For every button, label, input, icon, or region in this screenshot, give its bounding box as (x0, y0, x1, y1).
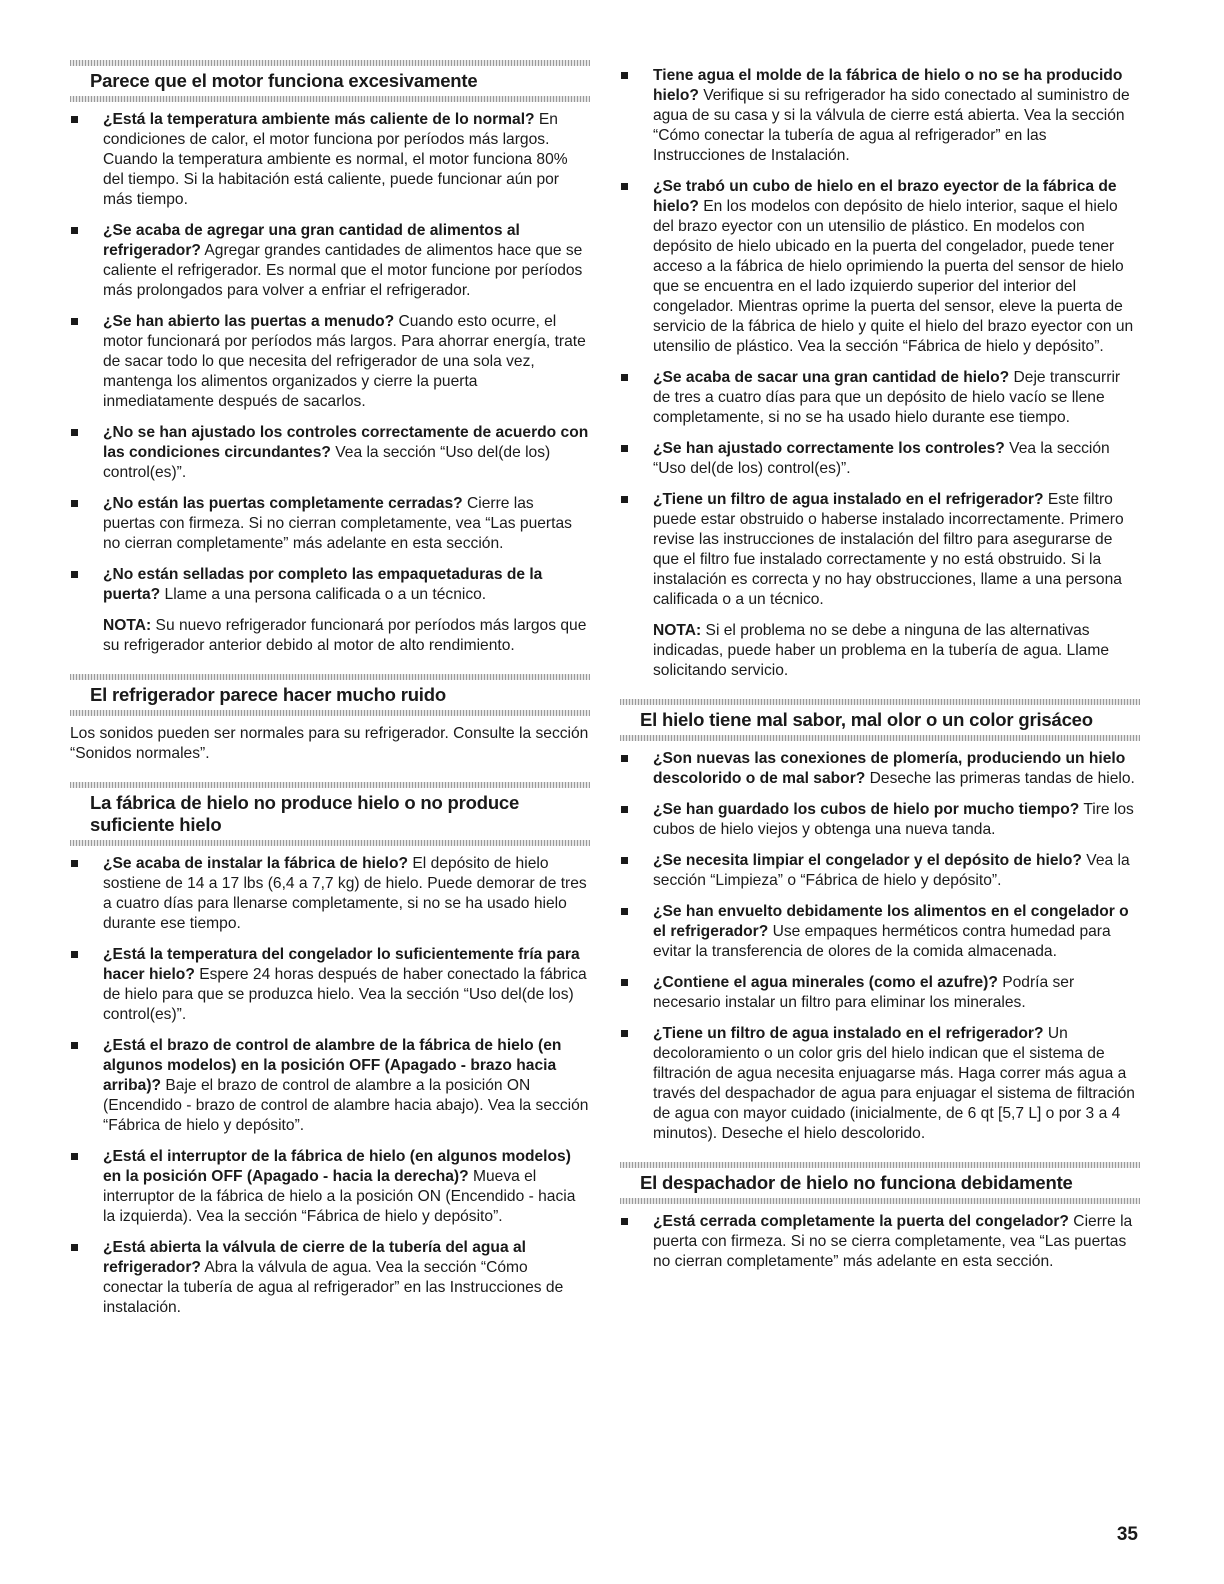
question-text: ¿Está la temperatura ambiente más caliente de lo normal? (103, 111, 535, 128)
answer-text: Tire los cubos de hielo viejos y obtenga una nueva tanda. (653, 801, 1134, 838)
list-item (70, 423, 590, 483)
bullet-list (70, 110, 590, 605)
answer-text: Cuando esto ocurre, el motor funcionará por períodos más largos. Para ahorrar energía, trate de sacar todo lo que necesita del refrigerador de una sola vez, mantenga los alimentos organizados y cierre la puerta inmediatamente después de sacarlos. (103, 313, 586, 410)
list-item (620, 1212, 1140, 1272)
paragraph: Los sonidos pueden ser normales para su refrigerador. Consulte la sección “Sonidos normales”. (70, 725, 589, 762)
list-item (620, 973, 1140, 1013)
question-text: ¿Se acaba de instalar la fábrica de hielo? (103, 855, 409, 872)
list-item (620, 749, 1140, 789)
question-text: ¿Está abierta la válvula de cierre de la tubería del agua al refrigerador? (103, 1239, 526, 1276)
left-column (70, 66, 590, 1329)
list-item (620, 800, 1140, 840)
question-text: ¿Se han ajustado correctamente los controles? (653, 440, 1005, 457)
question-text: ¿No están selladas por completo las empaquetaduras de la puerta? (103, 566, 543, 603)
list-item (70, 110, 590, 210)
answer-text: Agregar grandes cantidades de alimentos hace que se caliente el refrigerador. Es normal que el motor funcione por períodos más prolongados para volver a enfriar el refrigerador. (103, 242, 583, 299)
section-heading: Parece que el motor funciona excesivamente (70, 66, 590, 96)
list-item (620, 439, 1140, 479)
answer-text: Deje transcurrir de tres a cuatro días para que un depósito de hielo vacío se llene completamente, si no se ha usado hielo durante ese tiempo. (653, 369, 1121, 426)
answer-text: El depósito de hielo sostiene de 14 a 17 lbs (6,4 a 7,7 kg) de hielo. Puede demorar de tres a cuatro días para llenarse completamente, si no se ha usado hielo durante ese tiempo. (103, 855, 587, 932)
note-text: Si el problema no se debe a ninguna de las alternativas indicadas, puede haber un problema en la tubería de agua. Llame solicitando servicio. (653, 622, 1110, 679)
question-text: ¿Se han guardado los cubos de hielo por mucho tiempo? (653, 801, 1080, 818)
question-text: ¿Está el brazo de control de alambre de la fábrica de hielo (en algunos modelos) en la posición OFF (Apagado - brazo hacia arriba)? (103, 1037, 562, 1094)
answer-text: Llame a una persona calificada o a un técnico. (160, 586, 487, 603)
question-text: ¿Se han envuelto debidamente los alimentos en el congelador o el refrigerador? (653, 903, 1129, 940)
answer-text: Verifique si su refrigerador ha sido conectado al suministro de agua de su casa y si la válvula de cierre está abierta. Vea la sección “Cómo conectar la tubería de agua al refrigerador” en las Instrucciones de Instalación. (653, 87, 1130, 164)
question-text: ¿Está cerrada completamente la puerta del congelador? (653, 1213, 1069, 1230)
answer-text: En los modelos con depósito de hielo interior, saque el hielo del brazo eyector con un utensilio de plástico. En modelos con depósito de hielo ubicado en la puerta del congelador, puede tener acceso a la fábrica de hielo oprimiendo la puerta del sensor de hielo que se encuentra en el lado izquierdo superior del interior del congelador. Mientras oprime la puerta del sensor, eleve la puerta de servicio de la fábrica de hielo y quite el hielo del brazo eyector con un utensilio de plástico. Vea la sección “Fábrica de hielo y depósito”. (653, 198, 1134, 355)
list-item (620, 851, 1140, 891)
bullet-list (620, 1212, 1140, 1272)
answer-text: Vea la sección “Uso del(de los) control(es)”. (103, 444, 551, 481)
list-item (620, 1024, 1140, 1144)
section-heading: El despachador de hielo no funciona debidamente (620, 1168, 1140, 1198)
section-heading: El refrigerador parece hacer mucho ruido (70, 680, 590, 710)
list-item (620, 177, 1140, 357)
note (70, 616, 590, 656)
answer-text: Mueva el interruptor de la fábrica de hielo a la posición ON (Encendido - hacia la izquierda). Vea la sección “Fábrica de hielo y depósito”. (103, 1168, 576, 1225)
section-heading: La fábrica de hielo no produce hielo o no produce suficiente hielo (70, 788, 590, 840)
list-item (620, 490, 1140, 610)
list-item (70, 1036, 590, 1136)
question-text: ¿Se han abierto las puertas a menudo? (103, 313, 395, 330)
list-item (70, 494, 590, 554)
bullet-list (620, 749, 1140, 1144)
answer-text: Este filtro puede estar obstruido o haberse instalado incorrectamente. Primero revise las instrucciones de instalación del filtro para asegurarse de que el filtro fue instalado correctamente y no está obstruido. Si la instalación es correcta y no hay obstrucciones, llame a una persona calificada o a un técnico. (653, 491, 1124, 608)
answer-text: Podría ser necesario instalar un filtro para eliminar los minerales. (653, 974, 1075, 1011)
section-heading: El hielo tiene mal sabor, mal olor o un color grisáceo (620, 705, 1140, 735)
right-column (620, 66, 1140, 1283)
bullet-list (620, 66, 1140, 610)
question-text: ¿Tiene un filtro de agua instalado en el refrigerador? (653, 491, 1044, 508)
answer-text: Use empaques herméticos contra humedad para evitar la transferencia de olores de la comida almacenada. (653, 923, 1111, 960)
answer-text: Espere 24 horas después de haber conectado la fábrica de hielo para que se produzca hielo. Vea la sección “Uso del(de los) control(es)”. (103, 966, 587, 1023)
bullet-list (70, 854, 590, 1318)
note-label: NOTA: (653, 622, 702, 639)
answer-text: Abra la válvula de agua. Vea la sección “Cómo conectar la tubería de agua al refrigerador” en las Instrucciones de instalación. (103, 1259, 564, 1316)
question-text: ¿Tiene un filtro de agua instalado en el refrigerador? (653, 1025, 1044, 1042)
note (620, 621, 1140, 681)
question-text: ¿Se trabó un cubo de hielo en el brazo eyector de la fábrica de hielo? (653, 178, 1117, 215)
question-text: ¿Está el interruptor de la fábrica de hielo (en algunos modelos) en la posición OFF (Apagado - hacia la derecha)? (103, 1148, 571, 1185)
answer-text: Un decoloramiento o un color gris del hielo indican que el sistema de filtración de agua necesita enjuagarse más. Haga correr más agua a través del despachador de agua para enjuagar el sistema de filtración de agua con mayor cuidado (inicialmente, de 6 qt [5,7 L] o por 3 a 4 minutos). Deseche el hielo descolorido. (653, 1025, 1135, 1142)
list-item (70, 945, 590, 1025)
question-text: ¿Se acaba de agregar una gran cantidad de alimentos al refrigerador? (103, 222, 520, 259)
question-text: ¿Se necesita limpiar el congelador y el depósito de hielo? (653, 852, 1082, 869)
note-text: Su nuevo refrigerador funcionará por períodos más largos que su refrigerador anterior debido al motor de alto rendimiento. (103, 617, 587, 654)
page-number: 35 (1116, 1524, 1138, 1545)
list-item (620, 66, 1140, 166)
answer-text: En condiciones de calor, el motor funciona por períodos más largos. Cuando la temperatura ambiente es normal, el motor funciona 80% del tiempo. Si la habitación está caliente, puede funcionar aún por más tiempo. (103, 111, 568, 208)
question-text: ¿No se han ajustado los controles correctamente de acuerdo con las condiciones circundantes? (103, 424, 589, 461)
answer-text: Cierre las puertas con firmeza. Si no cierran completamente, vea “Las puertas no cierran completamente” más adelante en esta sección. (103, 495, 572, 552)
note-label: NOTA: (103, 617, 152, 634)
list-item (620, 368, 1140, 428)
question-text: ¿Está la temperatura del congelador lo suficientemente fría para hacer hielo? (103, 946, 580, 983)
list-item (70, 1238, 590, 1318)
list-item (70, 312, 590, 412)
list-item (70, 1147, 590, 1227)
list-item (620, 902, 1140, 962)
question-text: ¿Se acaba de sacar una gran cantidad de hielo? (653, 369, 1010, 386)
question-text: ¿Contiene el agua minerales (como el azufre)? (653, 974, 998, 991)
list-item (70, 565, 590, 605)
answer-text: Cierre la puerta con firmeza. Si no se cierra completamente, vea “Las puertas no cierran completamente” más adelante en esta sección. (653, 1213, 1133, 1270)
question-text: ¿Son nuevas las conexiones de plomería, produciendo un hielo descolorido o de mal sabor? (653, 750, 1126, 787)
answer-text: Baje el brazo de control de alambre a la posición ON (Encendido - brazo de control de alambre hacia abajo). Vea la sección “Fábrica de hielo y depósito”. (103, 1077, 589, 1134)
answer-text: Vea la sección “Uso del(de los) control(es)”. (653, 440, 1110, 477)
question-text: Tiene agua el molde de la fábrica de hielo o no se ha producido hielo? (653, 67, 1123, 104)
question-text: ¿No están las puertas completamente cerradas? (103, 495, 463, 512)
answer-text: Deseche las primeras tandas de hielo. (865, 770, 1135, 787)
list-item (70, 854, 590, 934)
answer-text: Vea la sección “Limpieza” o “Fábrica de hielo y depósito”. (653, 852, 1130, 889)
list-item (70, 221, 590, 301)
